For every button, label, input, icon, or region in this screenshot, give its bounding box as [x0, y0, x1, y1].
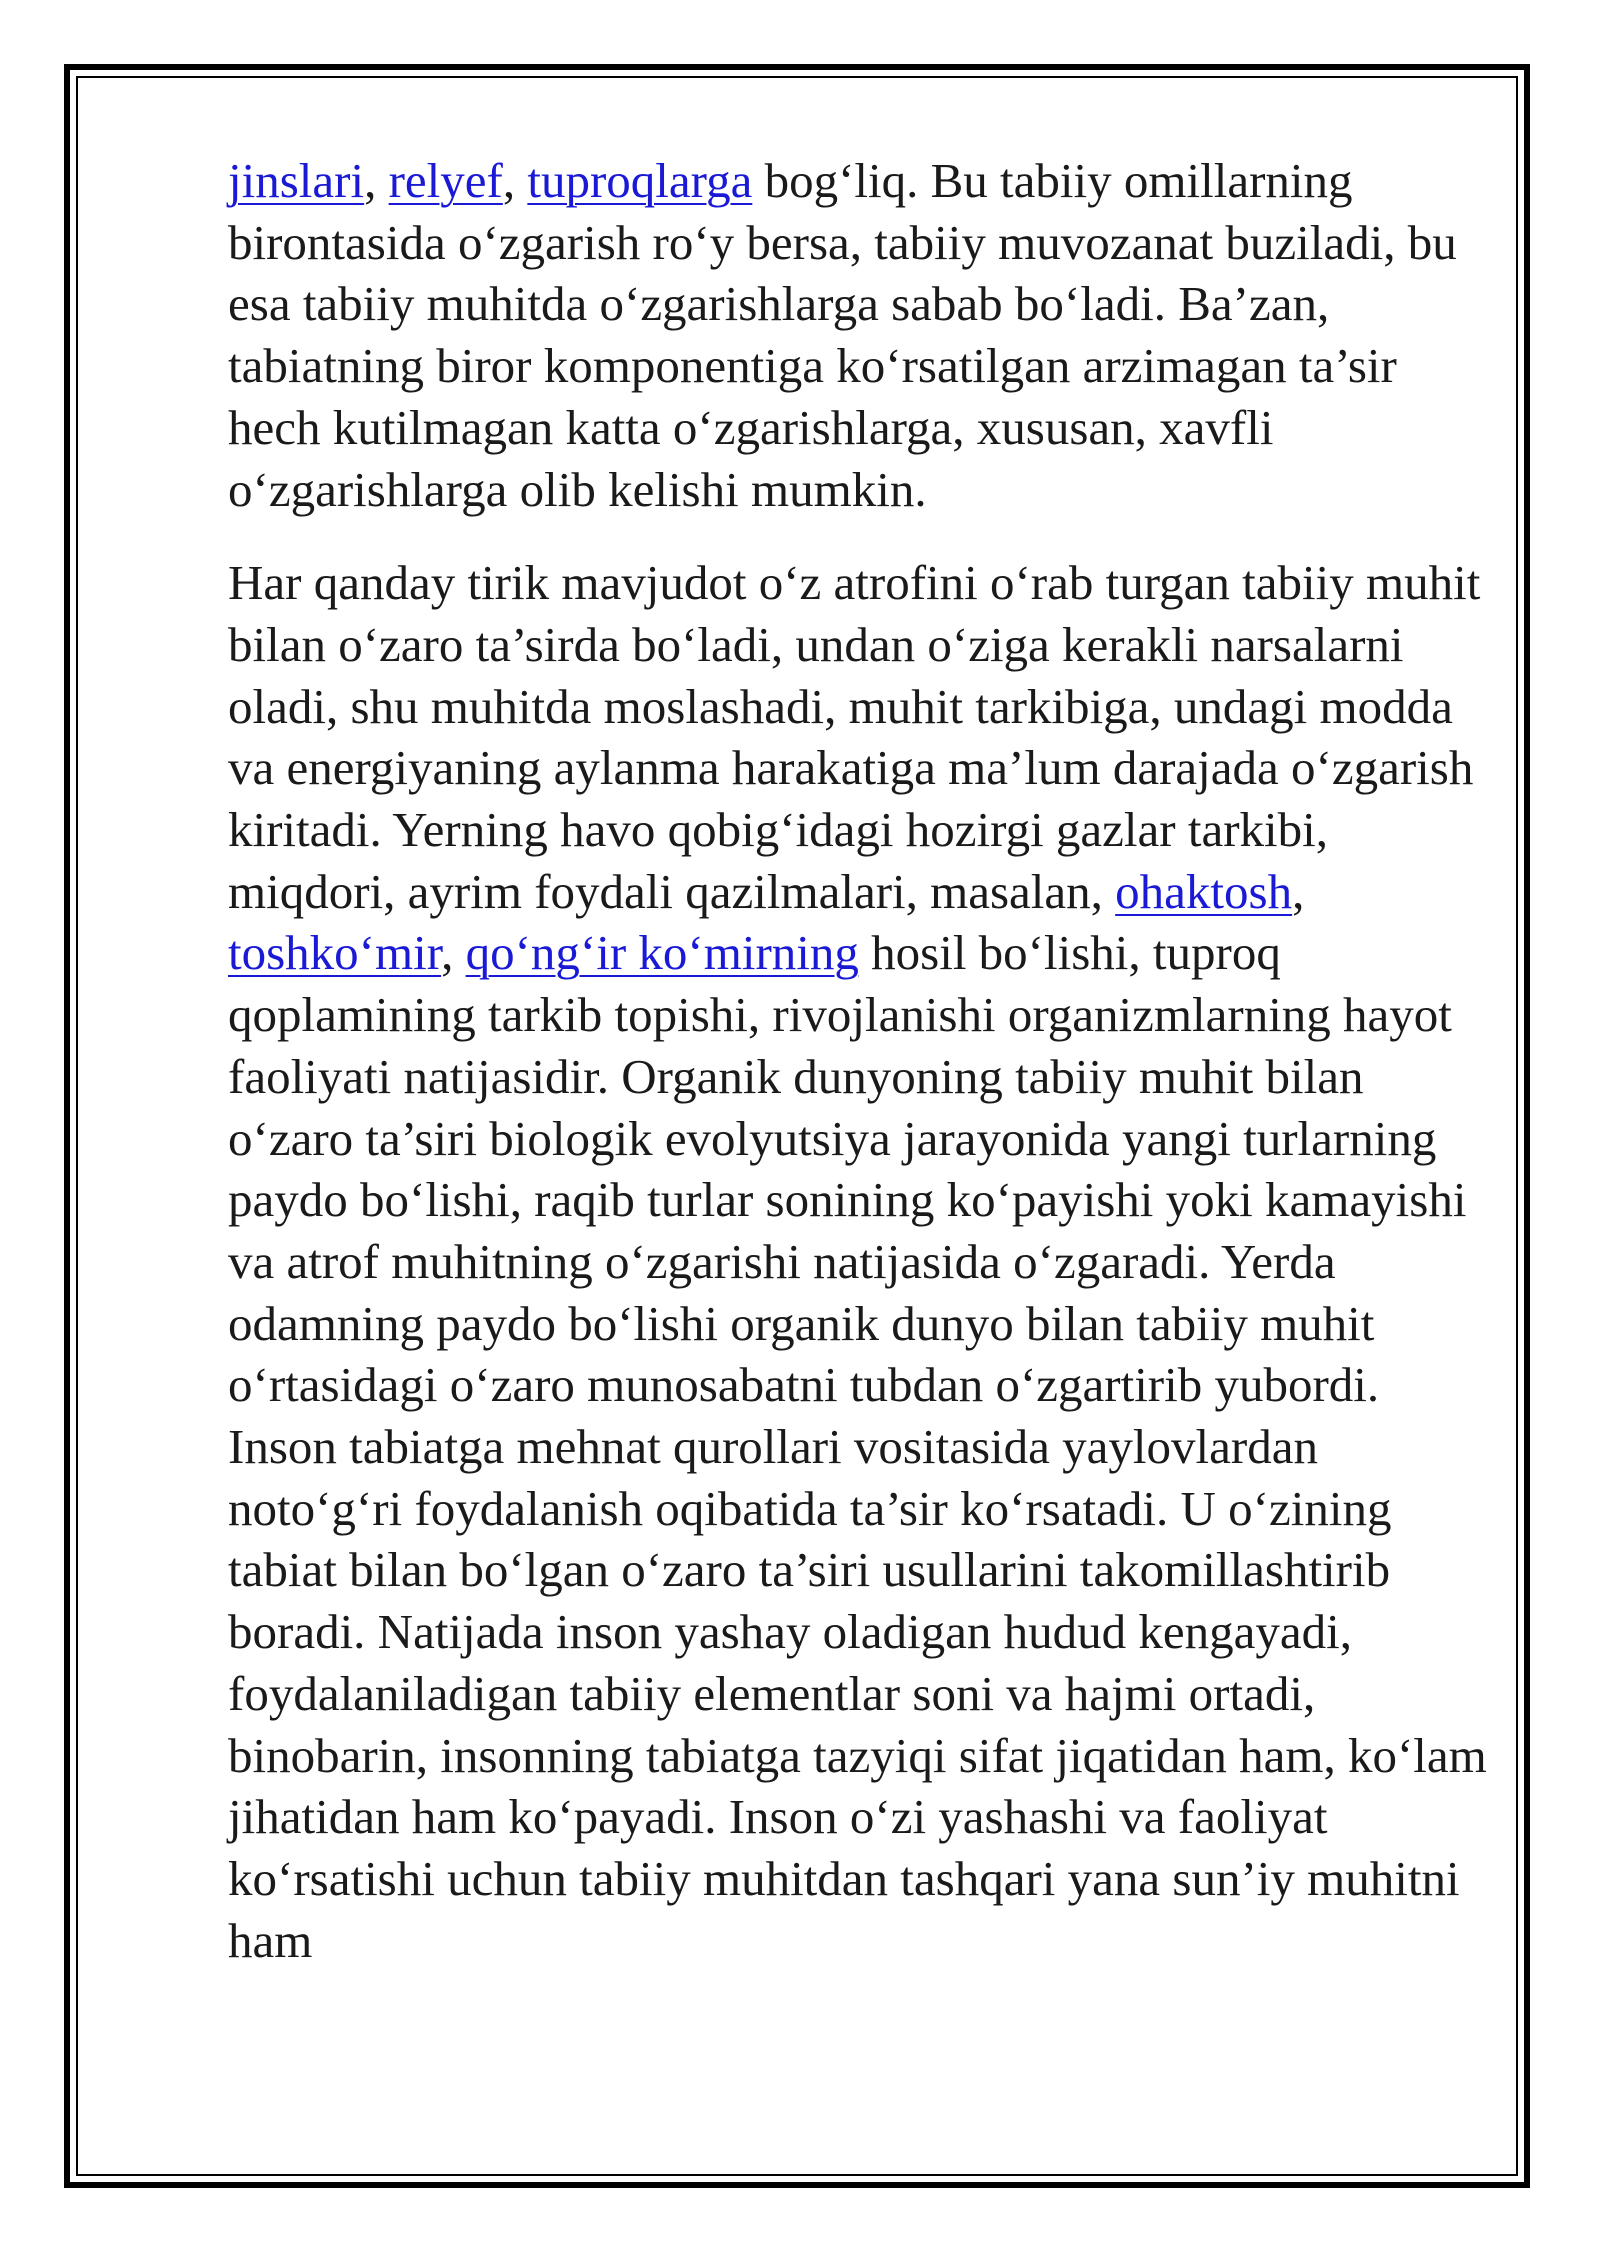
separator: , — [1292, 863, 1305, 919]
separator: , — [441, 925, 466, 981]
paragraph-1-text: bog‘liq. Bu tabiiy omillarning birontasida o‘zgarish ro‘y bersa, tabiiy muvozanat buziladi, bu esa tabiiy muhitda o‘zgarishlarga sabab bo‘ladi. Ba’zan, tabiatning biror komponentiga ko‘rsatilgan arzimagan ta’sir hech kutilmagan katta o‘zgarishlarga, xususan, xavfli o‘zgarishlarga olib kelishi mumkin. — [228, 153, 1457, 517]
link-jinslari[interactable]: jinslari — [228, 153, 365, 208]
separator: , — [364, 153, 389, 208]
link-qongir-komirning[interactable]: qo‘ng‘ir ko‘mirning — [465, 925, 859, 981]
paragraph-2-text-before: Har qanday tirik mavjudot o‘z atrofini o‘rab turgan tabiiy muhit bilan o‘zaro ta’sirda bo‘ladi, undan o‘ziga kerakli narsalarni oladi, shu muhitda moslashadi, muhit tarkibiga, undagi modda va energiyaning aylanma harakatiga ma’lum darajada o‘zgarish kiritadi. Yerning havo qobig‘idagi hozirgi gazlar tarkibi, miqdori, ayrim foydali qazilmalari, masalan, — [228, 555, 1481, 919]
link-relyef[interactable]: relyef — [388, 153, 503, 208]
paragraph-1 — [228, 150, 1488, 520]
link-ohaktosh[interactable]: ohaktosh — [1115, 863, 1293, 919]
document-body — [228, 150, 1488, 1971]
link-tuproqlarga[interactable]: tuproqlarga — [527, 153, 753, 208]
paragraph-2 — [228, 552, 1488, 1971]
separator: , — [502, 153, 528, 208]
link-toshkomir[interactable]: toshko‘mir — [228, 925, 442, 981]
paragraph-2-text-after: hosil bo‘lishi, tuproq qoplamining tarkib topishi, rivojlanishi organizmlarning hayot faoliyati natijasidir. Organik dunyoning tabiiy muhit bilan o‘zaro ta’siri biologik evolyutsiya jarayonida yangi turlarning paydo bo‘lishi, raqib turlar sonining ko‘payishi yoki kamayishi va atrof muhitning o‘zgarishi natijasida o‘zgaradi. Yerda odamning paydo bo‘lishi organik dunyo bilan tabiiy muhit o‘rtasidagi o‘zaro munosabatni tubdan o‘zgartirib yubordi. Inson tabiatga mehnat qurollari vositasida yaylovlardan noto‘g‘ri foydalanish oqibatida ta’sir ko‘rsatadi. U o‘zining tabiat bilan bo‘lgan o‘zaro ta’siri usullarini takomillashtirib boradi. Natijada inson yashay oladigan hudud kengayadi, foydalaniladigan tabiiy elementlar soni va hajmi ortadi, binobarin, insonning tabiatga tazyiqi sifat jiqatidan ham, ko‘lam jihatidan ham ko‘payadi. Inson o‘zi yashashi va faoliyat ko‘rsatishi uchun tabiiy muhitdan tashqari yana sun’iy muhitni ham — [228, 925, 1487, 1968]
